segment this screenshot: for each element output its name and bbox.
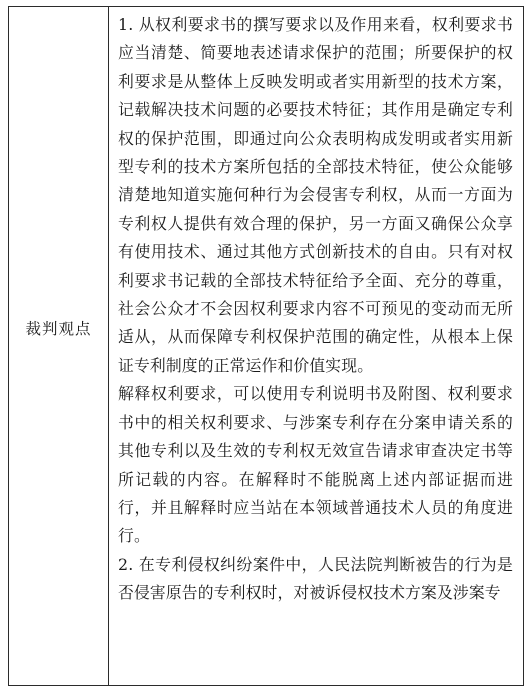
paragraph-2: 解释权利要求，可以使用专利说明书及附图、权利要求书中的相关权利要求、与涉案专利存在分案申请关系的其他专利以及生效的专利权无效宣告请求审查决定书等所记载的内容。在解释时不能脱离上述内部证据而进行，并且解释时应当站在本领域普通技术人员的角度进行。	[118, 384, 513, 546]
row-label: 裁判观点	[25, 320, 92, 338]
judgment-table	[8, 6, 524, 686]
paragraph-3: 2. 在专利侵权纠纷案件中，人民法院判断被告的行为是否侵害原告的专利权时，对被诉侵权技术方案及涉案专	[118, 554, 513, 603]
content-cell	[109, 7, 523, 685]
label-cell	[9, 7, 109, 685]
paragraph-1: 1. 从权利要求书的撰写要求以及作用来看，权利要求书应当清楚、简要地表述请求保护的范围；所要保护的权利要求是从整体上反映发明或者实用新型的技术方案，记载解决技术问题的必要技术特征；其作用是确定专利权的保护范围，即通过向公众表明构成发明或者实用新型专利的技术方案所包括的全部技术特征，使公众能够清楚地知道实施何种行为会侵害专利权，从而一方面为专利权人提供有效合理的保护，另一方面又确保公众享有使用技术、通过其他方式创新技术的自由。只有对权利要求书记载的全部技术特征给予全面、充分的尊重，社会公众才不会因权利要求内容不可预见的变动而无所适从，从而保障专利权保护范围的确定性，从根本上保证专利制度的正常运作和价值实现。	[118, 15, 513, 375]
